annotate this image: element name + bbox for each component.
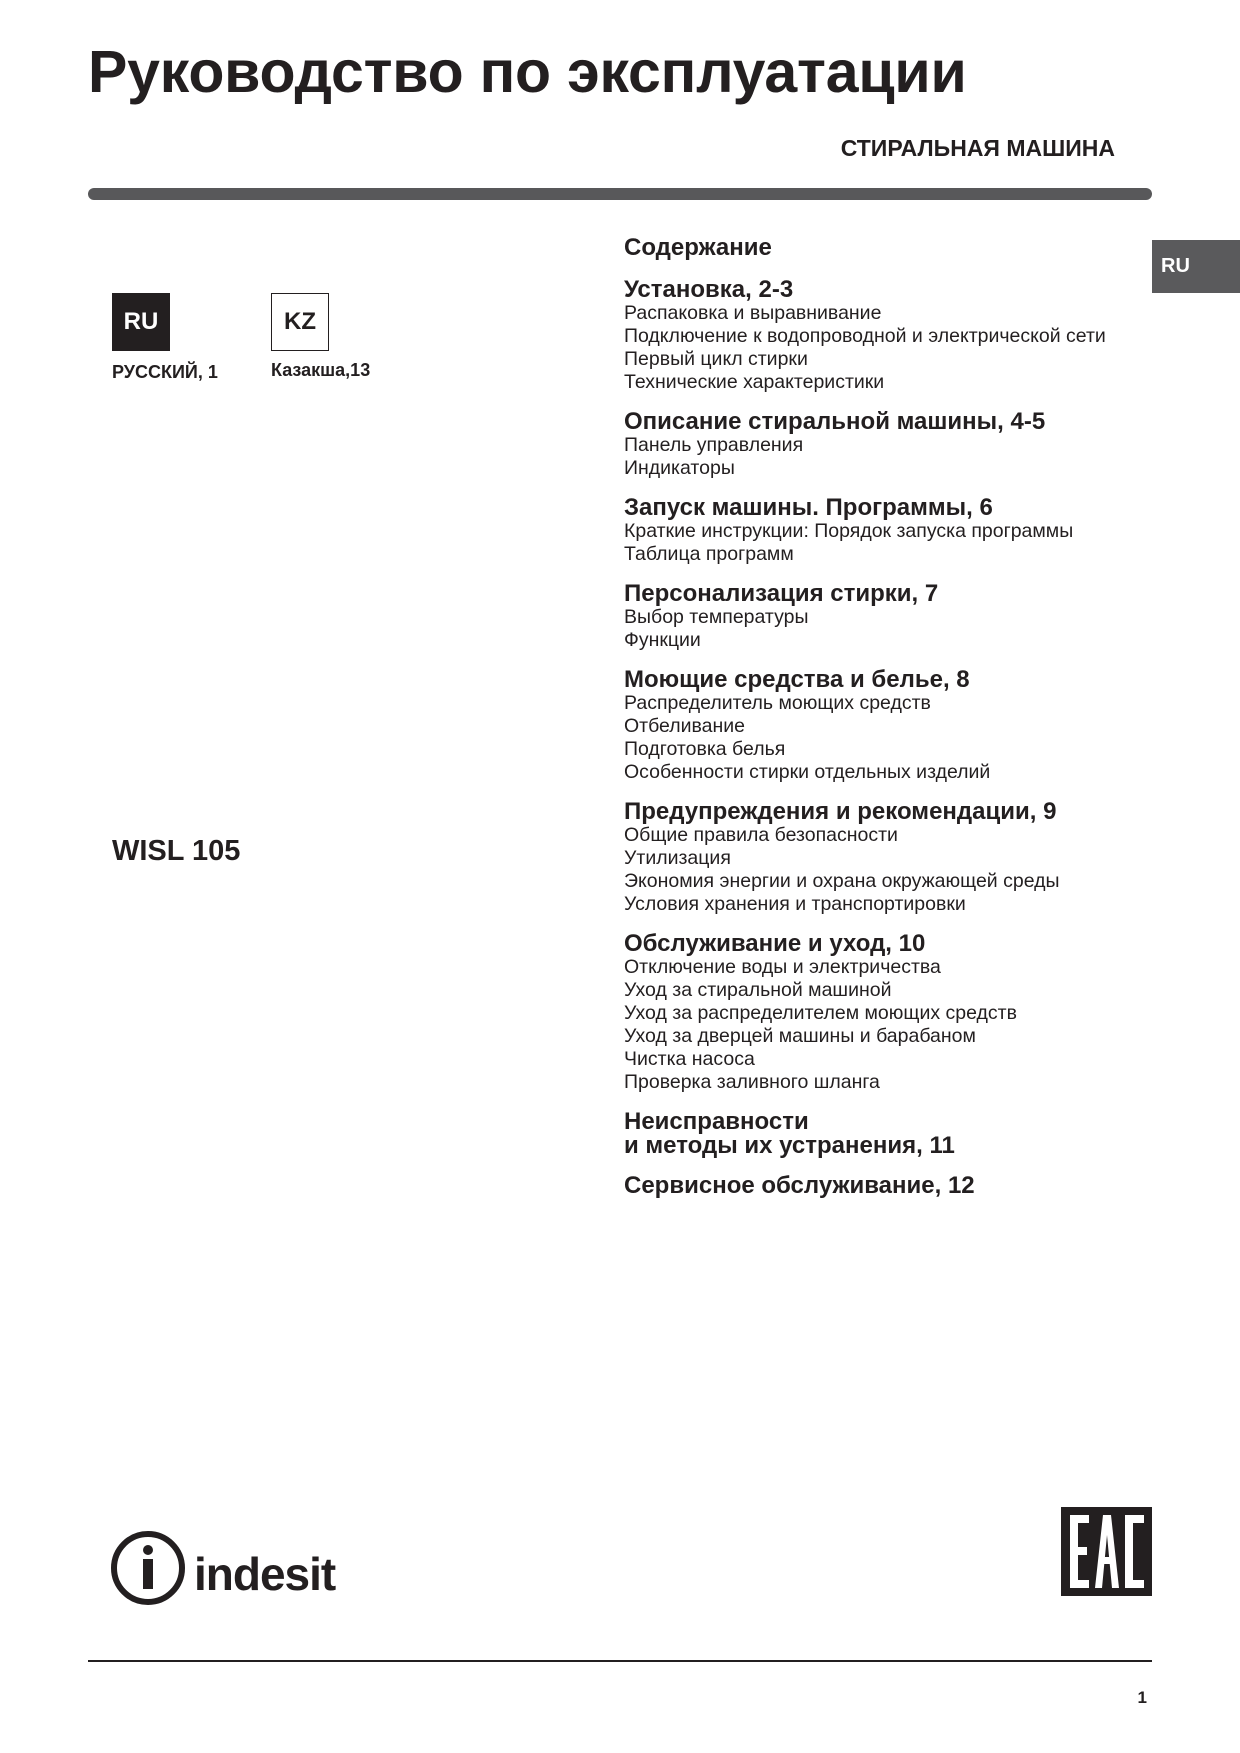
footer-divider [88, 1660, 1152, 1662]
toc-item: Распределитель моющих средств [624, 692, 931, 714]
model-name: WISL 105 [112, 835, 241, 867]
toc-section-title: и методы их устранения, 11 [624, 1132, 955, 1159]
toc-item: Распаковка и выравнивание [624, 302, 882, 324]
language-label-ru: РУССКИЙ, 1 [112, 362, 218, 382]
toc-section-title: Установка, 2-3 [624, 276, 794, 303]
toc-section-title: Предупреждения и рекомендации, 9 [624, 798, 1057, 825]
toc-item: Подключение к водопроводной и электрической сети [624, 325, 1106, 347]
toc-section-title: Неисправности [624, 1108, 809, 1135]
toc-item: Проверка заливного шланга [624, 1071, 880, 1093]
toc-item: Краткие инструкции: Порядок запуска программы [624, 520, 1074, 542]
toc-section [624, 1110, 1144, 1158]
header-divider [88, 188, 1152, 200]
language-badge-ru: RU [112, 293, 170, 351]
toc-item: Уход за распределителем моющих средств [624, 1002, 1017, 1024]
toc-item: Подготовка белья [624, 738, 786, 760]
toc-section-title: Персонализация стирки, 7 [624, 580, 939, 607]
toc-item: Таблица программ [624, 543, 794, 565]
toc-section [624, 410, 1144, 480]
document-subtitle: СТИРАЛЬНАЯ МАШИНА [840, 135, 1115, 161]
toc-sections [624, 278, 1144, 1198]
toc-section [624, 932, 1144, 1094]
toc-section-title: Описание стиральной машины, 4-5 [624, 408, 1046, 435]
toc-item: Панель управления [624, 434, 804, 456]
toc-item: Первый цикл стирки [624, 348, 808, 370]
language-label-kz: Казакша,13 [271, 360, 371, 380]
toc-item: Технические характеристики [624, 371, 885, 393]
toc-section-title: Обслуживание и уход, 10 [624, 930, 926, 957]
indesit-logo [110, 1530, 410, 1606]
toc-section [624, 278, 1144, 394]
language-side-tab: RU [1152, 240, 1240, 293]
toc-section-title: Моющие средства и белье, 8 [624, 666, 970, 693]
page-number: 1 [1137, 1688, 1147, 1707]
table-of-contents [624, 234, 1144, 1214]
language-badge-kz: KZ [271, 293, 329, 351]
toc-item: Чистка насоса [624, 1048, 755, 1070]
eac-certification-mark [1061, 1507, 1152, 1596]
toc-item: Отключение воды и электричества [624, 956, 941, 978]
indesit-logo-text: indesit [194, 1548, 336, 1600]
toc-section [624, 496, 1144, 566]
toc-item: Экономия энергии и охрана окружающей среды [624, 870, 1060, 892]
document-title: Руководство по эксплуатации [88, 39, 967, 105]
toc-item: Общие правила безопасности [624, 824, 898, 846]
toc-section [624, 1174, 1144, 1198]
toc-section-title: Запуск машины. Программы, 6 [624, 494, 993, 521]
toc-item: Функции [624, 629, 701, 651]
toc-item: Индикаторы [624, 457, 735, 479]
toc-section [624, 800, 1144, 916]
toc-item: Условия хранения и транспортировки [624, 893, 966, 915]
toc-item: Утилизация [624, 847, 731, 869]
toc-item: Уход за стиральной машиной [624, 979, 892, 1001]
toc-item: Отбеливание [624, 715, 746, 737]
toc-item: Уход за дверцей машины и барабаном [624, 1025, 976, 1047]
toc-section-title: Сервисное обслуживание, 12 [624, 1172, 975, 1199]
toc-section [624, 582, 1144, 652]
toc-heading: Содержание [624, 234, 772, 261]
toc-section [624, 668, 1144, 784]
toc-item: Выбор температуры [624, 606, 809, 628]
toc-item: Особенности стирки отдельных изделий [624, 761, 991, 783]
